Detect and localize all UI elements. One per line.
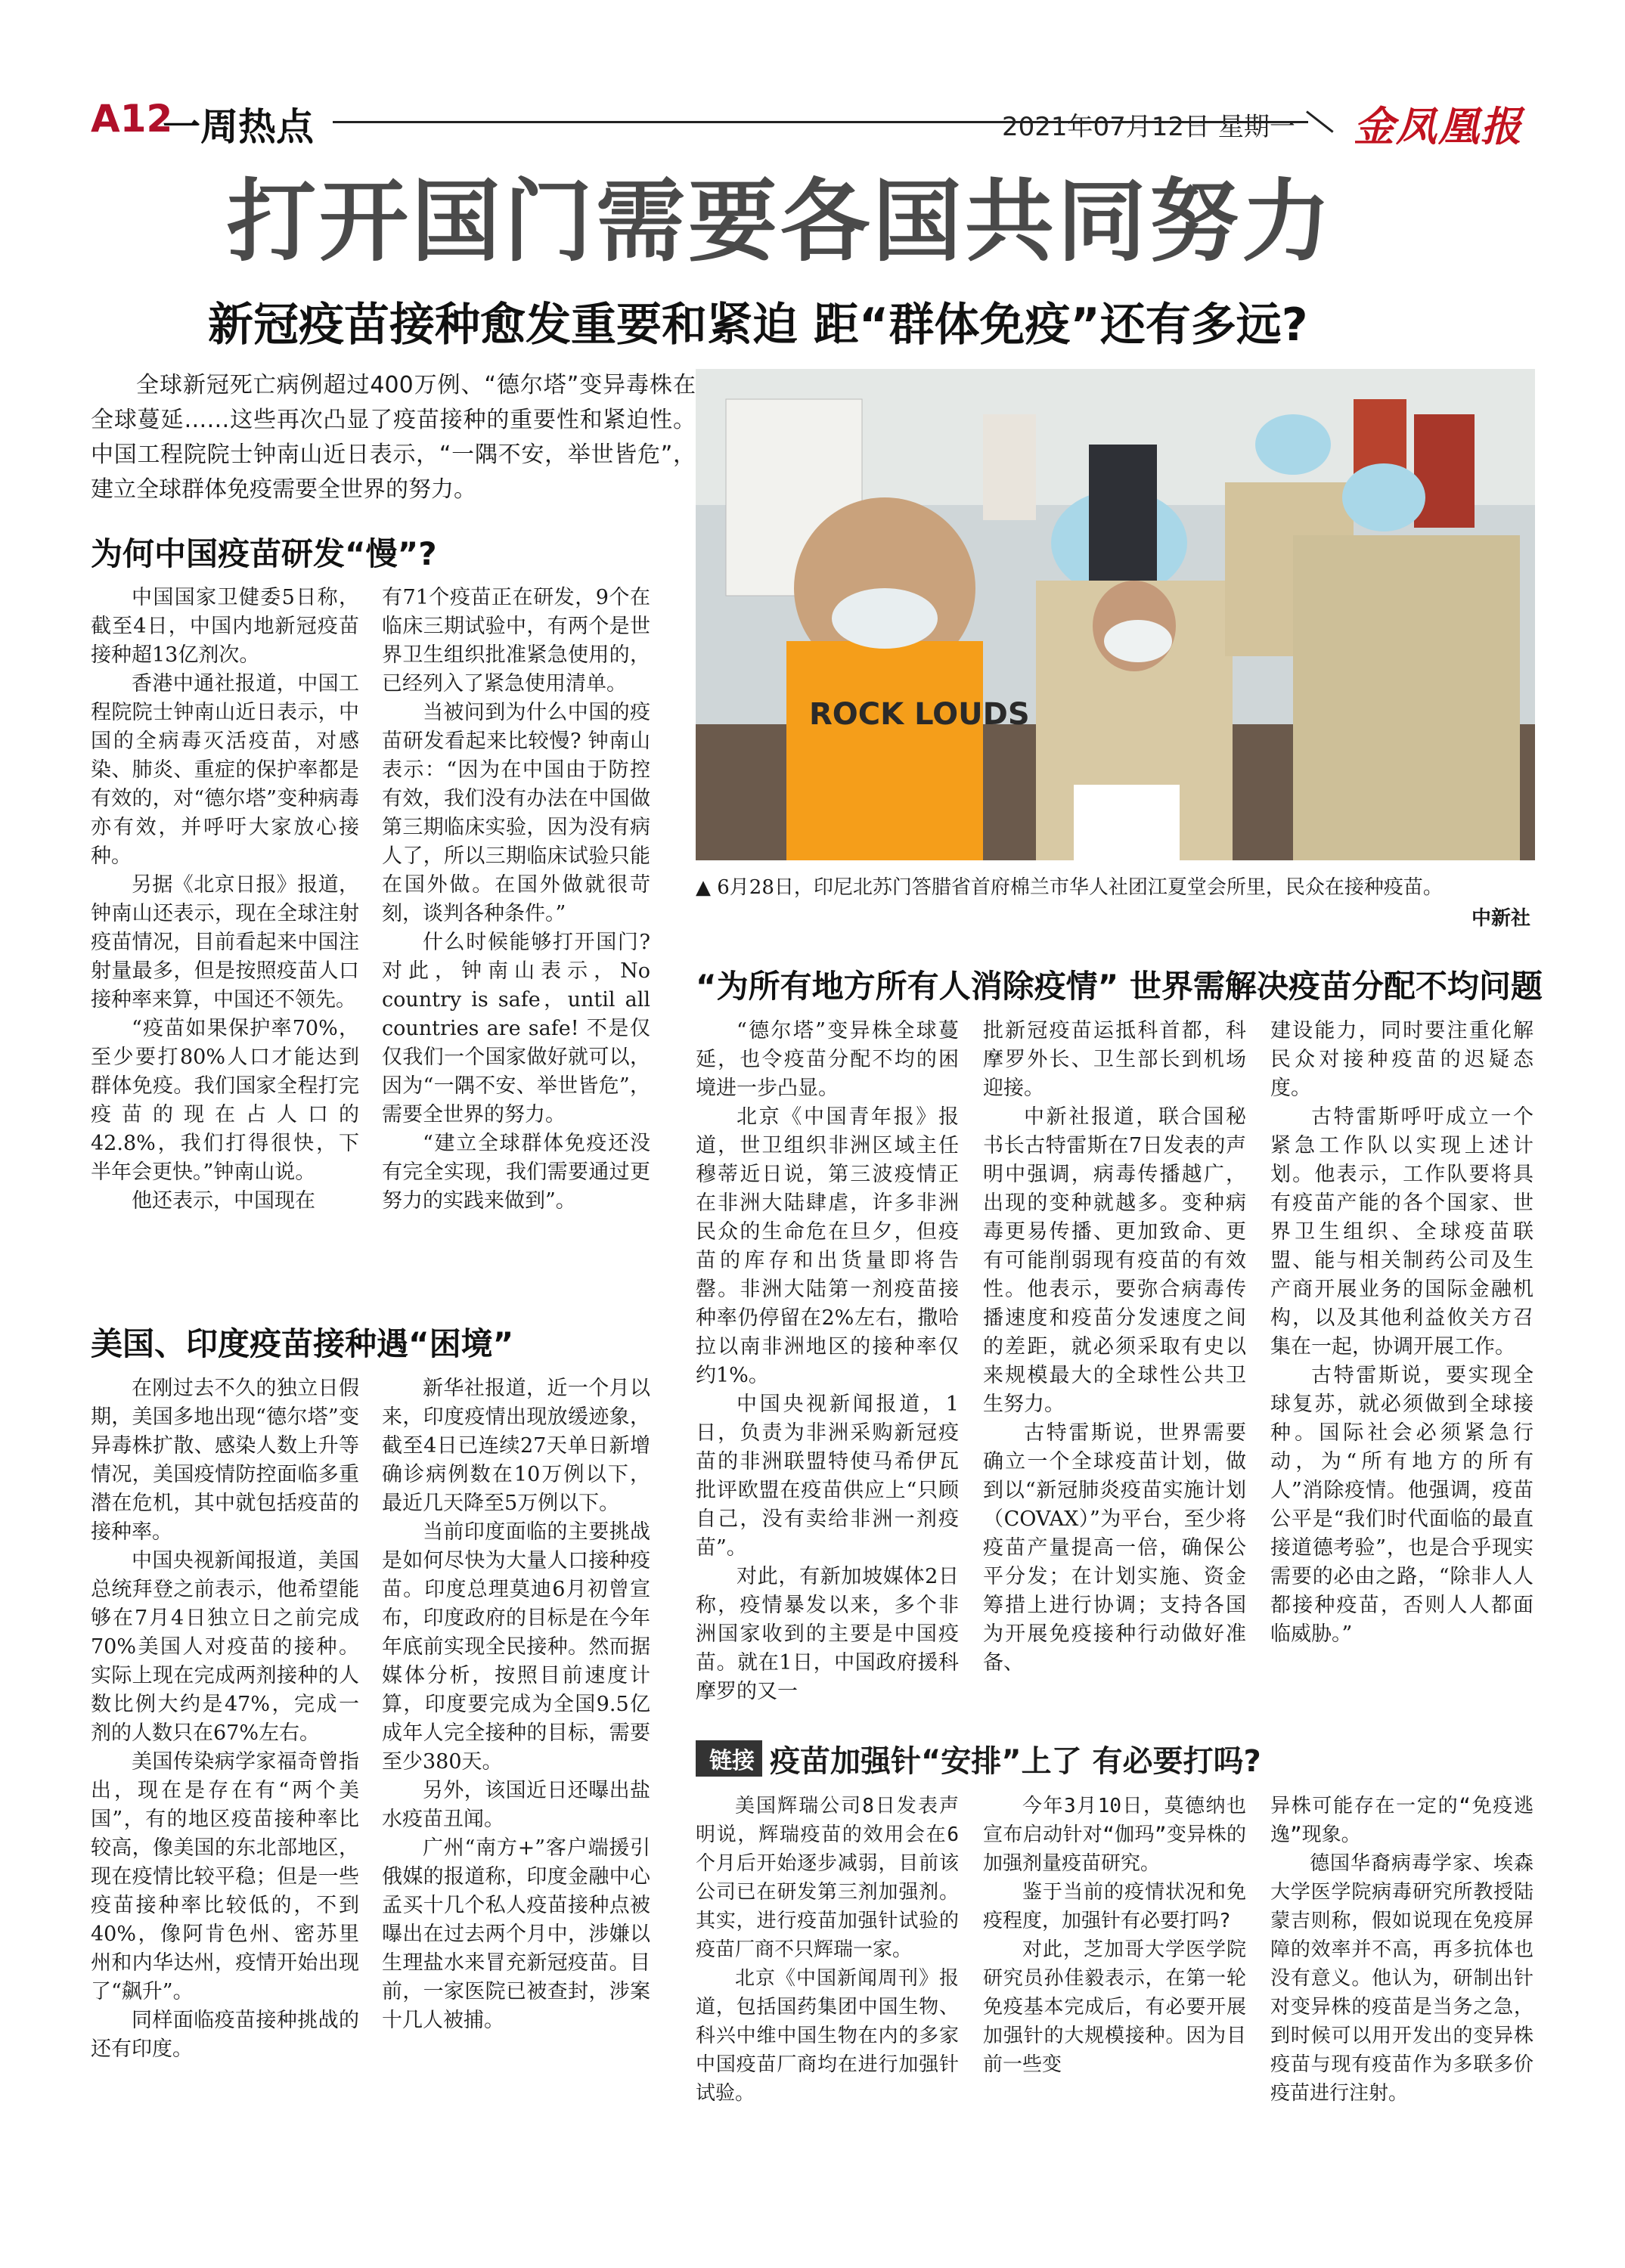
section2-column-2 (382, 1374, 650, 2035)
section3-column-3 (1270, 1017, 1534, 1649)
news-photo-vaccination (696, 369, 1535, 860)
paragraph: 当前印度面临的主要挑战是如何尽快为大量人口接种疫苗。印度总理莫迪6月初曾宣布，印度政府的目标是在今年年底前实现全民接种。然而据媒体分析，按照目前速度计算，印度要完成为全国9.5亿成年人完全接种的目标，需要至少380天。 (382, 1520, 650, 1774)
main-headline: 打开国门需要各国共同努力 (227, 169, 1335, 274)
shirt-text: ROCK LOUDS (809, 697, 1030, 732)
section1-column-1 (91, 584, 359, 1216)
paragraph: 美国辉瑞公司8日发表声明说，辉瑞疫苗的效用会在6个月后开始逐步减弱，目前该公司已在研发第三剂加强剂。其实，进行疫苗加强针试验的疫苗厂商不只辉瑞一家。 (696, 1795, 959, 1961)
paragraph: 古特雷斯说，要实现全球复苏，就必须做到全球接种。国际社会必须紧急行动，为“所有地方的所有人”消除疫情。他强调，疫苗公平是“我们时代面临的最直接道德考验”，也是合乎现实需要的必由之路，“除非人人都接种疫苗，否则人人都面临威胁。” (1270, 1364, 1534, 1646)
paragraph: 北京《中国青年报》报道，世卫组织非洲区域主任穆蒂近日说，第三波疫情正在非洲大陆肆虐，许多非洲民众的生命危在旦夕，但疫苗的库存和出货量即将告罄。非洲大陆第一剂疫苗接种率仍停留在2%左右，撒哈拉以南非洲地区的接种率仅约1%。 (696, 1105, 959, 1387)
paragraph: 建设能力，同时要注重化解民众对接种疫苗的迟疑态度。 (1270, 1019, 1534, 1100)
photo-caption: ▲ 6月28日，印尼北苏门答腊省首府棉兰市华人社团江夏堂会所里，民众在接种疫苗。 (696, 876, 1443, 899)
link-badge: 链接 (696, 1740, 762, 1777)
paragraph: 有71个疫苗正在研发，9个在临床三期试验中，有两个是世界卫生组织批准紧急使用的，已经列入了紧急使用清单。 (382, 586, 650, 696)
paragraph: “德尔塔”变异株全球蔓延，也令疫苗分配不均的困境进一步凸显。 (696, 1019, 959, 1100)
photo-credit: 中新社 (1471, 907, 1530, 930)
section4-column-1 (696, 1792, 959, 2108)
newspaper-logo: 金凤凰报 (1354, 102, 1523, 150)
section3-column-1 (696, 1017, 959, 1706)
paragraph: 中国国家卫健委5日称，截至4日，中国内地新冠疫苗接种超13亿剂次。 (91, 586, 359, 667)
paragraph: 同样面临疫苗接种挑战的还有印度。 (91, 2009, 359, 2061)
page-number: A12 (91, 97, 173, 141)
section-name: 一周热点 (163, 105, 314, 149)
paragraph: 异株可能存在一定的“免疫逃逸”现象。 (1270, 1795, 1534, 1846)
paragraph: 当被问到为什么中国的疫苗研发看起来比较慢? 钟南山表示：“因为在中国由于防控有效，我们没有办法在中国做第三期临床实验，因为没有病人了，所以三期临床试验只能在国外做。在国外做就很苛刻，谈判各种条件。” (382, 701, 650, 925)
sub-headline: 新冠疫苗接种愈发重要和紧迫 距“群体免疫”还有多远? (208, 299, 1308, 352)
paragraph: 什么时候能够打开国门? 对此，钟南山表示，No country is safe，until all countries are safe! 不是仅仅我们一个国家做好就可以，因为“一隅不安、举世皆危”，需要全世界的努力。 (382, 931, 650, 1126)
section-title-vaccine-distribution: “为所有地方所有人消除疫情” 世界需解决疫苗分配不均问题 (696, 968, 1543, 1005)
paragraph: 鉴于当前的疫情状况和免疫程度，加强针有必要打吗? (983, 1881, 1246, 1932)
section4-column-3 (1270, 1792, 1534, 2108)
section-title-booster: 疫苗加强针“安排”上了 有必要打吗? (770, 1744, 1261, 1779)
section1-column-2 (382, 584, 650, 1216)
paragraph: 香港中通社报道，中国工程院院士钟南山近日表示，中国的全病毒灭活疫苗，对感染、肺炎、重症的保护率都是有效的，对“德尔塔”变种病毒亦有效，并呼吁大家放心接种。 (91, 672, 359, 868)
section-title-china-vaccine: 为何中国疫苗研发“慢”? (91, 535, 437, 572)
paragraph: 新华社报道，近一个月以来，印度疫情出现放缓迹象，截至4日已连续27天单日新增确诊病例数在10万例以下，最近几天降至5万例以下。 (382, 1377, 650, 1515)
paragraph: 古特雷斯说，世界需要确立一个全球疫苗计划，做到以“新冠肺炎疫苗实施计划（COVAX）”为平台，至少将疫苗产量提高一倍，确保公平分发；在计划实施、资金筹措上进行协调；支持各国为开展免疫接种行动做好准备、 (983, 1421, 1246, 1675)
paragraph: 他还表示，中国现在 (132, 1189, 315, 1213)
paragraph: “建立全球群体免疫还没有完全实现，我们需要通过更努力的实践来做到”。 (382, 1132, 650, 1213)
paragraph: 广州“南方+”客户端援引俄媒的报道称，印度金融中心孟买十几个私人疫苗接种点被曝出在过去两个月中，涉嫌以生理盐水来冒充新冠疫苗。目前，一家医院已被查封，涉案十几人被捕。 (382, 1836, 650, 2032)
section-title-us-india: 美国、印度疫苗接种遇“困境” (91, 1325, 514, 1362)
section3-column-2 (983, 1017, 1246, 1678)
paragraph: 另据《北京日报》报道，钟南山还表示，现在全球注射疫苗情况，目前看起来中国注射量最多，但是按照疫苗人口接种率来算，中国还不领先。 (91, 873, 359, 1012)
section2-column-1 (91, 1374, 359, 2064)
paragraph: 古特雷斯呼吁成立一个紧急工作队以实现上述计划。他表示，工作队要将具有疫苗产能的各个国家、世界卫生组织、全球疫苗联盟、能与相关制药公司及生产商开展业务的国际金融机构，以及其他利益攸关方召集在一起，协调开展工作。 (1270, 1105, 1534, 1359)
paragraph: 中新社报道，联合国秘书长古特雷斯在7日发表的声明中强调，病毒传播越广，出现的变种就越多。变种病毒更易传播、更加致命、更有可能削弱现有疫苗的有效性。他表示，要弥合病毒传播速度和疫苗分发速度之间的差距，就必须采取有史以来规模最大的全球性公共卫生努力。 (983, 1105, 1246, 1416)
paragraph: 对此，有新加坡媒体2日称，疫情暴发以来，多个非洲国家收到的主要是中国疫苗。就在1日，中国政府援科摩罗的又一 (696, 1565, 959, 1703)
paragraph: 美国传染病学家福奇曾指出，现在是存在有“两个美国”，有的地区疫苗接种率比较高，像美国的东北部地区，现在疫情比较平稳；但是一些疫苗接种率比较低的，不到40%，像阿肯色州、密苏里州和内华达州，疫情开始出现了“飙升”。 (91, 1750, 359, 2003)
paragraph: 批新冠疫苗运抵科首都，科摩罗外长、卫生部长到机场迎接。 (983, 1019, 1246, 1100)
paragraph: 对此，芝加哥大学医学院研究员孙佳毅表示，在第一轮免疫基本完成后，有必要开展加强针的大规模接种。因为目前一些变 (983, 1938, 1246, 2076)
paragraph: “疫苗如果保护率70%，至少要打80%人口才能达到群体免疫。我们国家全程打完疫苗的现在占人口的42.8%，我们打得很快，下半年会更快。”钟南山说。 (91, 1017, 359, 1184)
paragraph: 在刚过去不久的独立日假期，美国多地出现“德尔塔”变异毒株扩散、感染人数上升等情况，美国疫情防控面临多重潜在危机，其中就包括疫苗的接种率。 (91, 1377, 359, 1544)
paragraph: 中国央视新闻报道，1日，负责为非洲采购新冠疫苗的非洲联盟特使马希伊瓦批评欧盟在疫苗供应上“只顾自己，没有卖给非洲一剂疫苗”。 (696, 1393, 959, 1560)
paragraph: 北京《中国新闻周刊》报道，包括国药集团中国生物、科兴中维中国生物在内的多家中国疫苗厂商均在进行加强针试验。 (696, 1967, 959, 2105)
paragraph: 今年3月10日，莫德纳也宣布启动针对“伽玛”变异株的加强剂量疫苗研究。 (983, 1795, 1246, 1875)
section4-column-2 (983, 1792, 1246, 2079)
paragraph: 另外，该国近日还曝出盐水疫苗丑闻。 (382, 1779, 650, 1831)
intro-paragraph: 全球新冠死亡病例超过400万例、“德尔塔”变异毒株在全球蔓延……这些再次凸显了疫苗接种的重要性和紧迫性。中国工程院院士钟南山近日表示，“一隅不安，举世皆危”，建立全球群体免疫需要全世界的努力。 (91, 372, 696, 503)
paragraph: 德国华裔病毒学家、埃森大学医学院病毒研究所教授陆蒙吉则称，假如说现在免疫屏障的效率并不高，再多抗体也没有意义。他认为，研制出针对变异株的疫苗是当务之急，到时候可以用开发出的变异株疫苗与现有疫苗作为多联多价疫苗进行注射。 (1270, 1852, 1534, 2105)
header-rule-slant (1306, 110, 1334, 132)
vaccination-scene-illustration (696, 369, 1535, 860)
paragraph: 中国央视新闻报道，美国总统拜登之前表示，他希望能够在7月4日独立日之前完成70%美国人对疫苗的接种。实际上现在完成两剂接种的人数比例大约是47%，完成一剂的人数只在67%左右。 (91, 1549, 359, 1745)
issue-date: 2021年07月12日 星期一 (1002, 112, 1295, 142)
